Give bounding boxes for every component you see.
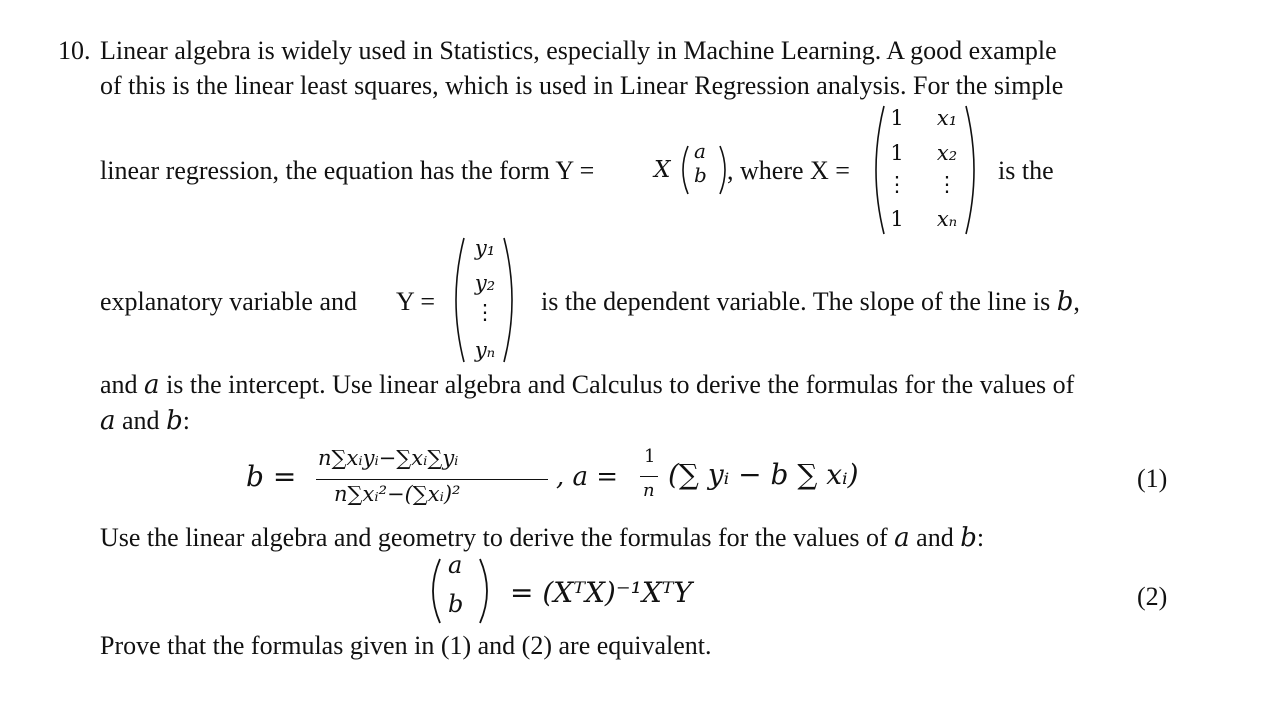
text-line-4-end: is the dependent variable. The slope of the line is b, (541, 287, 1080, 317)
text-line-5: and a is the intercept. Use linear algebra and Calculus to derive the formulas for the values of (100, 370, 1075, 400)
vector-y-2: y₂ (474, 271, 496, 295)
matrix-x-r2c2: x₂ (936, 141, 958, 165)
vector-ab-inline-a: a (694, 139, 706, 163)
eq1-frac-bar (640, 476, 658, 477)
eq1-frac-num: 1 (644, 446, 656, 467)
eq1-denominator: n∑xᵢ²−(∑xᵢ)² (334, 482, 461, 506)
text-line-4-start: explanatory variable and (100, 287, 357, 316)
vector-y-4: yₙ (474, 338, 496, 362)
eq1-frac-den: n (643, 480, 655, 501)
matrix-x-brackets (866, 104, 986, 236)
eq1-fraction-bar (316, 479, 548, 480)
vector-ab-inline-b: b (694, 163, 707, 187)
text-line-6: a and b: (100, 406, 190, 436)
eq2-label: (2) (1137, 582, 1168, 611)
matrix-x-r3c2: ⋮ (936, 172, 958, 196)
matrix-x-r4c2: xₙ (936, 207, 958, 231)
text-line-2: of this is the linear least squares, which is used in Linear Regression analysis. For the simple (100, 71, 1064, 100)
text-line-3-start: linear regression, the equation has the form Y = (100, 156, 595, 185)
eq1-rhs: (∑ yᵢ − b ∑ xᵢ) (668, 458, 859, 491)
matrix-x-r4c1: 1 (890, 207, 904, 231)
eq1-numerator: n∑xᵢyᵢ−∑xᵢ∑yᵢ (318, 446, 459, 470)
eq2-vector-b: b (448, 590, 464, 618)
eq1-mid: , a = (556, 462, 619, 492)
text-line-7: Use the linear algebra and geometry to derive the formulas for the values of a and b: (100, 523, 985, 553)
eq1-lhs: b = (246, 460, 297, 493)
text-line-1: Linear algebra is widely used in Statistics, especially in Machine Learning. A good example (100, 36, 1057, 65)
eq2-rhs: = (XᵀX)⁻¹XᵀY (510, 576, 693, 609)
symbol-Y-eq: Y = (396, 287, 435, 316)
matrix-x-r3c1: ⋮ (886, 172, 908, 196)
matrix-x-r2c1: 1 (890, 141, 904, 165)
matrix-x-r1c1: 1 (890, 106, 904, 130)
eq2-vector-a: a (448, 551, 463, 579)
text-line-3-mid: , where X = (727, 156, 850, 185)
text-line-3-end: is the (998, 156, 1054, 185)
problem-number: 10. (58, 36, 91, 65)
matrix-x-r1c2: x₁ (936, 106, 958, 130)
symbol-X: X (654, 157, 671, 183)
vector-y-1: y₁ (474, 236, 496, 260)
eq1-label: (1) (1137, 464, 1168, 493)
vector-y-3: ⋮ (474, 300, 496, 324)
text-line-8: Prove that the formulas given in (1) and (2) are equivalent. (100, 631, 712, 660)
